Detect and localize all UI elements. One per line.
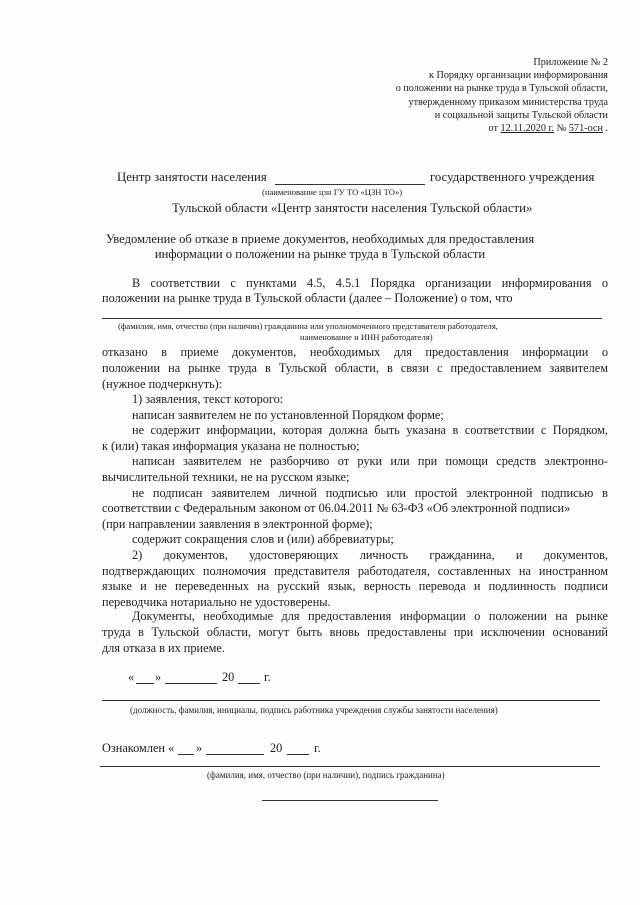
annex-line-6 (308, 122, 608, 135)
date-year-prefix: 20 (222, 670, 235, 684)
ack-day-field[interactable] (178, 754, 194, 755)
annex-line-4: утвержденному приказом министерства труда (408, 96, 608, 108)
reason-4a[interactable]: написан заявителем не разборчиво от руки или при помощи средств электронно- (132, 454, 608, 469)
bottom-signature-line[interactable] (262, 800, 438, 801)
reason-1[interactable]: 1) заявления, текст которого: (132, 392, 284, 406)
reason-7b[interactable]: подтверждающих полномочия представителя работодателя, составленных на иностранном (102, 563, 608, 578)
date-year-suffix: г. (264, 670, 271, 684)
reason-5c[interactable]: (при направлении заявления в электронной форме); (102, 516, 373, 531)
annex-no-sign: № (554, 123, 569, 135)
ack-month-field[interactable] (206, 754, 264, 755)
reason-4b[interactable]: вычислительной техники, не на русском языке; (102, 469, 350, 484)
citizen-signature-field[interactable] (100, 766, 600, 767)
institution-type: государственного учреждения (430, 170, 595, 184)
reason-7c[interactable]: языке и не переведенных на русский язык, верность перевода и подлинность подписи (102, 579, 608, 594)
annex-from: от (488, 123, 501, 135)
reason-3b[interactable]: к (или) такая информация указана не полностью; (102, 438, 360, 453)
ack-year-field[interactable] (287, 754, 309, 755)
annex-end: . (602, 123, 608, 135)
worker-hint: (должность, фамилия, инициалы, подпись работника учреждения службы занятости населения) (130, 705, 498, 715)
ack-label: Ознакомлен « (102, 741, 175, 755)
refusal-paragraph (102, 344, 608, 392)
center-name-hint: (наименование цзн ГУ ТО «ЦЗН ТО») (262, 187, 403, 197)
worker-signature-field[interactable] (102, 700, 600, 701)
reason-3a[interactable]: не содержит информации, которая должна быть указана в соответствии с Порядком, (132, 423, 608, 438)
date-month-field[interactable] (165, 683, 217, 684)
annex-block (308, 56, 608, 135)
notice-title-line-1: Уведомление об отказе в приеме документов, необходимых для предоставления (105, 232, 535, 246)
applicant-field[interactable] (102, 318, 602, 319)
annex-line-1: Приложение № 2 (533, 57, 608, 68)
refusal-line-3: (нужное подчеркнуть): (102, 377, 223, 391)
reason-2[interactable]: написан заявителем не по установленной Порядком форме; (132, 407, 444, 422)
annex-number: 571-осн (568, 123, 603, 135)
annex-line-3: о положении на рынке труда в Тульской области, (395, 83, 608, 95)
ack-close-quote: » (196, 741, 203, 755)
resubmit-line-3: для отказа в их приеме. (102, 641, 225, 655)
reason-7a[interactable]: 2) документов, удостоверяющих личность гражданина, и документов, (132, 547, 608, 562)
applicant-hint-1: (фамилия, имя, отчество (при наличии) гражданина или уполномоченного представителя работодателя, (118, 321, 498, 331)
reasons-list (102, 392, 608, 610)
date-close-quote: » (155, 670, 162, 684)
intro-line-2: положении на рынке труда в Тульской области (далее – Положение) о том, что (102, 291, 513, 305)
resubmit-line-1: Документы, необходимые для предоставления информации о положении на рынке (132, 609, 608, 623)
ack-year-suffix: г. (314, 741, 321, 755)
ack-year-prefix: 20 (270, 741, 283, 755)
intro-text-1: В соответствии с пунктами 4.5, 4.5.1 Порядка организации информирования о (132, 276, 608, 290)
reason-5b[interactable]: соответствии с Федеральным законом от 06.04.2011 № 63-ФЗ «Об электронной подписи» (102, 501, 571, 516)
citizen-hint: (фамилия, имя, отчество (при наличии), подпись гражданина) (207, 770, 445, 780)
annex-line-2: к Порядку организации информирования (428, 70, 608, 82)
resubmit-paragraph (102, 608, 608, 656)
annex-line-5: и социальной защиты Тульской области (434, 109, 608, 121)
reason-7d[interactable]: переводчика нотариально не удостоверены. (102, 594, 331, 609)
center-name-field[interactable] (275, 184, 425, 185)
resubmit-line-2: труда в Тульской области, могут быть вновь предоставлены при исключении оснований (102, 625, 608, 639)
refusal-line-2: положении на рынке труда в Тульской области, в связи с предоставлением заявителем (102, 361, 608, 375)
intro-line-1 (102, 275, 608, 291)
applicant-hint-2: наименование и ИНН работодателя) (300, 332, 433, 342)
reason-6[interactable]: содержит сокращения слов и (или) аббревиатуры; (132, 532, 394, 547)
annex-date: 12.11.2020 г. (500, 123, 555, 135)
notice-title (0, 232, 640, 262)
institution-name: Тульской области «Центр занятости населения Тульской области» (172, 201, 533, 215)
date-open-quote: « (128, 670, 135, 684)
notice-title-line-2: информации о положении на рынке труда в Тульской области (154, 247, 486, 261)
date-day-field[interactable] (136, 683, 154, 684)
refusal-line-1: отказано в приеме документов, необходимых для предоставления информации о (102, 345, 608, 359)
center-label: Центр занятости населения (117, 170, 267, 184)
date-year-field[interactable] (238, 683, 260, 684)
reason-5a[interactable]: не подписан заявителем личной подписью или простой электронной подписью в (132, 485, 608, 500)
